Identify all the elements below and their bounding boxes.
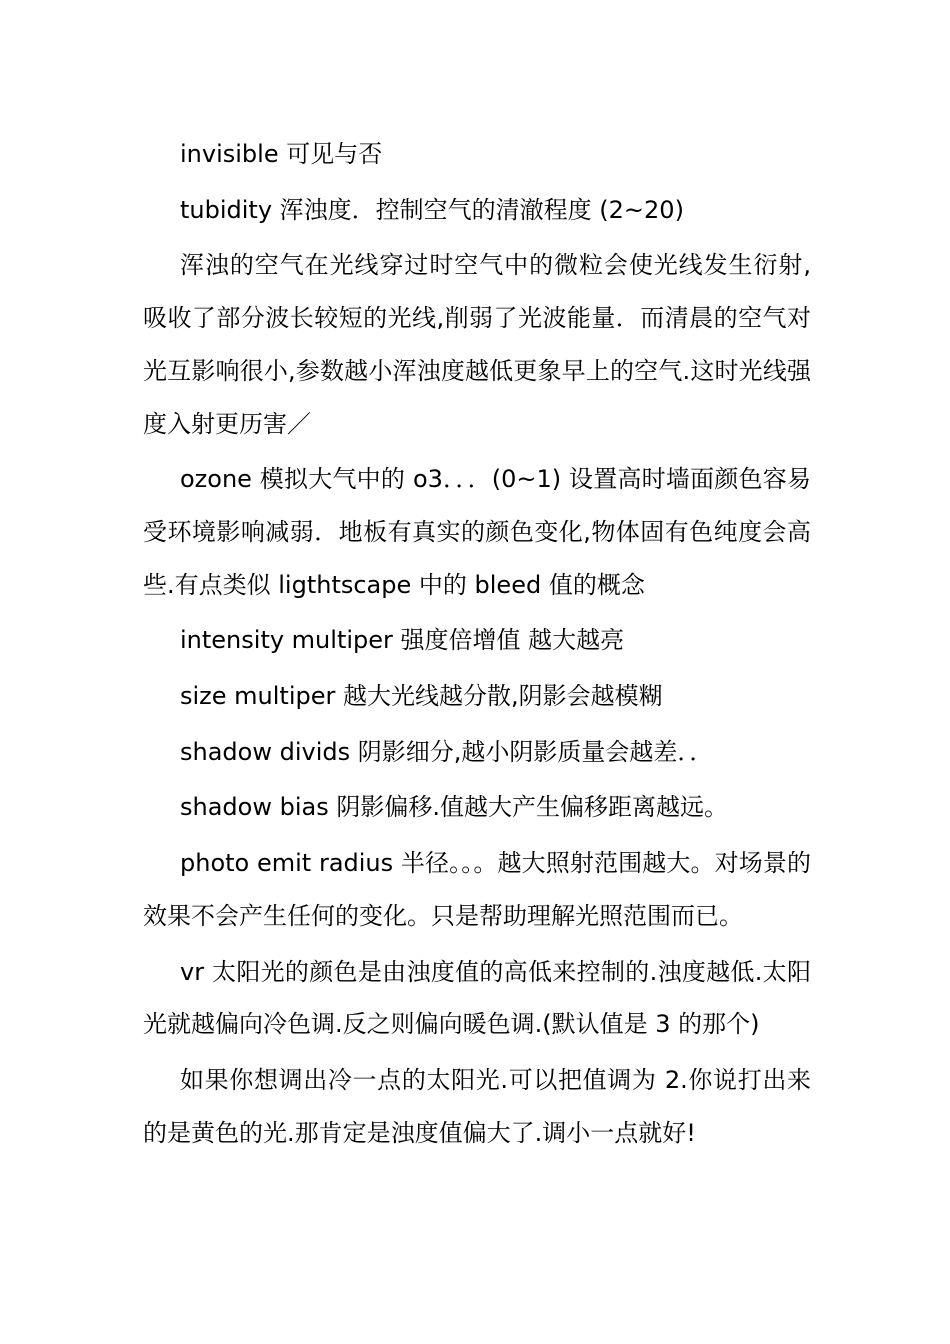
document-body — [143, 128, 811, 1162]
paragraph-tubidity: tubidity 浑浊度．控制空气的清澈程度 (2~20) — [180, 195, 684, 224]
paragraph-shadow-divids: shadow divids 阴影细分,越小阴影质量会越差．． — [180, 737, 714, 766]
paragraph-invisible: invisible 可见与否 — [180, 140, 383, 168]
paragraph-vr-sun-color: vr 太阳光的颜色是由浊度值的高低来控制的.浊度越低.太阳光就越偏向冷色调.反之则偏向暖色调.(默认值是 3 的那个) — [143, 957, 811, 1039]
paragraph-shadow-bias: shadow bias 阴影偏移.值越大产生偏移距离越远。 — [180, 793, 728, 822]
paragraph-intensity-multiplier: intensity multiper 强度倍增值 越大越亮 — [180, 626, 625, 655]
paragraph-ozone: ozone 模拟大气中的 o3．．．(0~1) 设置高时墙面颜色容易受环境影响减弱．地板有真实的颜色变化,物体固有色纯度会高些.有点类似 ligthtscape 中的 bleed 值的概念 — [143, 465, 811, 599]
paragraph-turbid-air: 浑浊的空气在光线穿过时空气中的微粒会使光线发生衍射,吸收了部分波长较短的光线,削弱了光波能量．而清晨的空气对光互影响很小,参数越小浑浊度越低更象早上的空气.这时光线强度入射更历害／ — [143, 251, 811, 438]
paragraph-cool-sunlight-tip: 如果你想调出冷一点的太阳光.可以把值调为 2.你说打出来的是黄色的光.那肯定是浊度值偏大了.调小一点就好! — [143, 1065, 811, 1147]
paragraph-photo-emit-radius: photo emit radius 半径。。。越大照射范围越大。对场景的效果不会产生任何的变化。只是帮助理解光照范围而已。 — [143, 849, 811, 930]
paragraph-size-multiplier: size multiper 越大光线越分散,阴影会越模糊 — [180, 682, 663, 711]
